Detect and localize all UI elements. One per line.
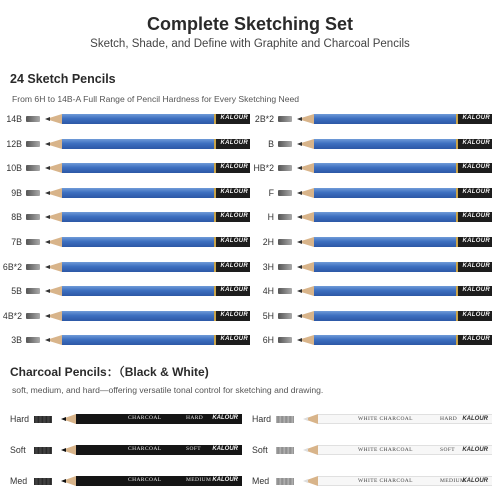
pencil-body: [62, 335, 214, 345]
charcoal-tip: [62, 476, 76, 486]
pencil-tip: [46, 311, 62, 321]
sketch-pencil-row: [0, 260, 250, 274]
pencil-body: [314, 188, 456, 198]
sketch-pencil-row: [248, 284, 492, 298]
shade-swatch: [26, 288, 40, 294]
pencil-brand-label: KALOUR: [462, 188, 490, 195]
pencil-end-cap: [456, 311, 492, 321]
pencil-brand-label: KALOUR: [220, 336, 248, 343]
pencil-body: [62, 114, 214, 124]
pencil-tip: [46, 114, 62, 124]
pencil-end-cap: [214, 139, 250, 149]
charcoal-hardness-label: SOFT: [440, 447, 456, 453]
charcoal-brand-label: KALOUR: [212, 477, 238, 483]
pencil-body: [314, 114, 456, 124]
charcoal-tip: [62, 414, 76, 424]
pencil-tip: [46, 335, 62, 345]
graphite-pencil: [46, 188, 250, 198]
graphite-pencil: [298, 114, 492, 124]
pencil-end-cap: [214, 163, 250, 173]
pencil-grade-label: 7B: [11, 237, 22, 247]
pencil-body: [314, 311, 456, 321]
pencil-body: [314, 212, 456, 222]
pencil-tip: [46, 212, 62, 222]
pencil-lead: [297, 117, 302, 121]
pencil-tip: [298, 114, 314, 124]
sketch-pencil-row: [0, 284, 250, 298]
shade-swatch: [278, 190, 292, 196]
pencil-tip: [46, 262, 62, 272]
pencil-grade-label: 3B: [11, 335, 22, 346]
charcoal-brand-label: KALOUR: [212, 446, 238, 452]
charcoal-lead: [61, 448, 66, 452]
pencil-lead: [297, 265, 302, 269]
pencil-end-cap: [456, 163, 492, 173]
graphite-pencil: [298, 212, 492, 222]
pencil-grade-label: HB*2: [253, 163, 274, 174]
pencil-grade-label: 5B: [11, 286, 22, 297]
sketch-pencil-row: [248, 235, 492, 249]
charcoal-brand-label: KALOUR: [462, 478, 488, 484]
pencil-brand-label: KALOUR: [462, 115, 490, 121]
pencil-tip: [46, 188, 62, 198]
pencil-end-cap: [456, 114, 492, 124]
page-subtitle: Sketch, Shade, and Define with Graphite and Charcoal Pencils: [90, 38, 410, 50]
pencil-end-cap: [456, 335, 492, 345]
white-charcoal-row: [252, 443, 492, 457]
pencil-tip: [298, 237, 314, 247]
charcoal-grade-label: Hard: [252, 414, 272, 424]
sketch-section-title: 24 Sketch Pencils: [10, 72, 116, 86]
black-charcoal-pencil: [76, 414, 242, 424]
graphite-pencil: [298, 237, 492, 247]
graphite-pencil: [46, 262, 250, 272]
pencil-lead: [45, 142, 50, 146]
pencil-lead: [45, 166, 50, 170]
charcoal-lead: [61, 479, 66, 483]
white-charcoal-pencil: [318, 476, 492, 486]
shade-swatch: [26, 313, 40, 319]
pencil-body: [314, 262, 456, 272]
pencil-lead: [45, 117, 50, 121]
pencil-lead: [297, 240, 302, 244]
graphite-pencil: [298, 311, 492, 321]
pencil-body: [62, 286, 214, 296]
sketch-pencil-row: [248, 309, 492, 323]
pencil-grade-label: H: [267, 212, 274, 223]
charcoal-type-label: CHARCOAL: [128, 446, 162, 452]
charcoal-swatch: [34, 447, 52, 454]
pencil-lead: [297, 215, 302, 219]
pencil-grade-label: 10B: [6, 163, 22, 174]
pencil-lead: [45, 314, 50, 318]
shade-swatch: [278, 264, 292, 270]
shade-swatch: [278, 214, 292, 220]
charcoal-section-title: Charcoal Pencils：（Black & White): [10, 365, 209, 379]
charcoal-brand-label: KALOUR: [212, 415, 238, 421]
pencil-brand-label: KALOUR: [462, 336, 490, 343]
graphite-pencil: [46, 335, 250, 345]
black-charcoal-row: [10, 474, 242, 488]
sketch-pencil-row: [0, 235, 250, 249]
pencil-lead: [45, 215, 50, 219]
pencil-tip: [46, 286, 62, 296]
charcoal-brand-label: KALOUR: [462, 447, 488, 453]
pencil-end-cap: [214, 335, 250, 345]
charcoal-hardness-label: HARD: [186, 415, 204, 421]
pencil-brand-label: KALOUR: [220, 164, 248, 171]
pencil-lead: [45, 265, 50, 269]
pencil-end-cap: [214, 188, 250, 198]
sketch-pencil-row: [248, 333, 492, 347]
pencil-tip: [46, 139, 62, 149]
charcoal-grade-label: Soft: [252, 445, 268, 455]
graphite-pencil: [298, 262, 492, 272]
graphite-pencil: [46, 212, 250, 222]
white-charcoal-pencil: [318, 414, 492, 424]
pencil-tip: [298, 139, 314, 149]
pencil-lead: [45, 338, 50, 342]
shade-swatch: [26, 214, 40, 220]
sketch-pencil-row: [248, 186, 492, 200]
pencil-brand-label: KALOUR: [220, 311, 248, 318]
pencil-brand-label: KALOUR: [462, 213, 490, 220]
charcoal-type-label: CHARCOAL: [128, 477, 162, 483]
pencil-grade-label: 2B*2: [254, 114, 274, 124]
sketch-pencil-row: [248, 112, 492, 126]
shade-swatch: [26, 116, 40, 122]
pencil-grade-label: 2H: [262, 237, 274, 247]
sketch-pencil-row: [0, 210, 250, 224]
pencil-grade-label: 9B: [11, 187, 22, 198]
pencil-lead: [297, 289, 302, 293]
shade-swatch: [26, 190, 40, 196]
charcoal-hardness-label: MEDIUM: [186, 477, 212, 483]
graphite-pencil: [298, 335, 492, 345]
pencil-body: [62, 163, 214, 173]
pencil-end-cap: [214, 212, 250, 222]
graphite-pencil: [298, 188, 492, 198]
charcoal-swatch: [276, 478, 294, 485]
charcoal-type-label: CHARCOAL: [128, 415, 162, 421]
pencil-end-cap: [214, 237, 250, 247]
black-charcoal-pencil: [76, 476, 242, 486]
shade-swatch: [278, 116, 292, 122]
white-charcoal-row: [252, 412, 492, 426]
shade-swatch: [278, 141, 292, 147]
charcoal-grade-label: Med: [252, 476, 270, 486]
pencil-grade-label: B: [268, 138, 274, 149]
pencil-tip: [298, 311, 314, 321]
pencil-grade-label: 4B*2: [2, 310, 22, 321]
charcoal-swatch: [276, 416, 294, 423]
charcoal-tip: [304, 445, 318, 455]
pencil-brand-label: KALOUR: [220, 188, 248, 195]
pencil-brand-label: KALOUR: [462, 139, 490, 146]
sketch-pencil-row: [0, 137, 250, 151]
pencil-body: [314, 237, 456, 247]
pencil-end-cap: [456, 262, 492, 272]
pencil-grade-label: 14B: [6, 114, 22, 124]
pencil-tip: [298, 212, 314, 222]
charcoal-hardness-label: HARD: [440, 416, 458, 422]
graphite-pencil: [298, 286, 492, 296]
pencil-end-cap: [214, 262, 250, 272]
graphite-pencil: [46, 139, 250, 149]
shade-swatch: [26, 141, 40, 147]
charcoal-lead: [303, 479, 308, 483]
pencil-lead: [297, 191, 302, 195]
charcoal-swatch: [34, 478, 52, 485]
shade-swatch: [278, 313, 292, 319]
pencil-grade-label: 6B*2: [2, 261, 22, 272]
pencil-end-cap: [456, 286, 492, 296]
black-charcoal-pencil: [76, 445, 242, 455]
graphite-pencil: [298, 163, 492, 173]
sketch-pencil-row: [0, 333, 250, 347]
pencil-grade-label: F: [268, 187, 274, 198]
shade-swatch: [26, 165, 40, 171]
pencil-tip: [298, 262, 314, 272]
charcoal-grade-label: Med: [10, 476, 28, 486]
pencil-body: [62, 212, 214, 222]
pencil-tip: [46, 163, 62, 173]
page-title: Complete Sketching Set: [146, 14, 354, 34]
pencil-body: [62, 237, 214, 247]
pencil-body: [62, 262, 214, 272]
pencil-brand-label: KALOUR: [220, 262, 248, 269]
pencil-brand-label: KALOUR: [220, 139, 248, 146]
charcoal-tip: [304, 476, 318, 486]
charcoal-lead: [303, 417, 308, 421]
pencil-end-cap: [214, 311, 250, 321]
charcoal-tip: [62, 445, 76, 455]
pencil-body: [62, 188, 214, 198]
black-charcoal-row: [10, 412, 242, 426]
charcoal-lead: [303, 448, 308, 452]
pencil-body: [314, 286, 456, 296]
black-charcoal-row: [10, 443, 242, 457]
sketch-pencil-row: [0, 112, 250, 126]
sketch-pencil-row: [248, 161, 492, 175]
sketch-pencil-row: [0, 186, 250, 200]
charcoal-grade-label: Hard: [10, 414, 30, 424]
shade-swatch: [26, 337, 40, 343]
shade-swatch: [278, 288, 292, 294]
charcoal-type-label: WHITE CHARCOAL: [358, 416, 413, 422]
pencil-tip: [298, 335, 314, 345]
pencil-tip: [298, 286, 314, 296]
pencil-brand-label: KALOUR: [462, 287, 490, 294]
shade-swatch: [278, 239, 292, 245]
pencil-end-cap: [456, 139, 492, 149]
graphite-pencil: [46, 114, 250, 124]
graphite-pencil: [46, 311, 250, 321]
pencil-brand-label: KALOUR: [462, 238, 490, 244]
pencil-grade-label: 5H: [262, 310, 274, 321]
sketch-pencil-row: [0, 309, 250, 323]
pencil-body: [62, 139, 214, 149]
charcoal-section-description: soft, medium, and hard—offering versatile tonal control for sketching and drawing.: [12, 385, 324, 395]
pencil-tip: [46, 237, 62, 247]
pencil-brand-label: KALOUR: [462, 262, 490, 269]
pencil-tip: [298, 188, 314, 198]
graphite-pencil: [46, 237, 250, 247]
charcoal-grade-label: Soft: [10, 445, 26, 455]
white-charcoal-row: [252, 474, 492, 488]
shade-swatch: [278, 337, 292, 343]
charcoal-swatch: [34, 416, 52, 423]
shade-swatch: [26, 239, 40, 245]
pencil-end-cap: [456, 188, 492, 198]
pencil-brand-label: KALOUR: [220, 213, 248, 220]
pencil-grade-label: 12B: [6, 138, 22, 149]
sketch-pencil-row: [248, 260, 492, 274]
charcoal-brand-label: KALOUR: [462, 416, 488, 422]
pencil-brand-label: KALOUR: [220, 115, 248, 121]
pencil-brand-label: KALOUR: [462, 311, 490, 318]
pencil-grade-label: 8B: [11, 212, 22, 223]
pencil-lead: [45, 289, 50, 293]
charcoal-type-label: WHITE CHARCOAL: [358, 478, 413, 484]
pencil-grade-label: 3H: [262, 261, 274, 272]
charcoal-lead: [61, 417, 66, 421]
pencil-brand-label: KALOUR: [220, 287, 248, 294]
pencil-lead: [297, 166, 302, 170]
pencil-body: [314, 163, 456, 173]
pencil-brand-label: KALOUR: [220, 238, 248, 244]
pencil-lead: [45, 240, 50, 244]
pencil-grade-label: 6H: [262, 335, 274, 346]
pencil-end-cap: [214, 114, 250, 124]
pencil-lead: [45, 191, 50, 195]
pencil-brand-label: KALOUR: [462, 164, 490, 171]
charcoal-hardness-label: SOFT: [186, 446, 202, 452]
sketch-pencil-row: [0, 161, 250, 175]
white-charcoal-pencil: [318, 445, 492, 455]
graphite-pencil: [298, 139, 492, 149]
pencil-end-cap: [456, 237, 492, 247]
pencil-grade-label: 4H: [262, 286, 274, 297]
charcoal-swatch: [276, 447, 294, 454]
pencil-lead: [297, 314, 302, 318]
shade-swatch: [278, 165, 292, 171]
charcoal-tip: [304, 414, 318, 424]
pencil-lead: [297, 142, 302, 146]
pencil-end-cap: [214, 286, 250, 296]
shade-swatch: [26, 264, 40, 270]
pencil-body: [314, 335, 456, 345]
pencil-lead: [297, 338, 302, 342]
pencil-end-cap: [456, 212, 492, 222]
graphite-pencil: [46, 286, 250, 296]
charcoal-hardness-label: MEDIUM: [440, 478, 466, 484]
sketch-section-description: From 6H to 14B-A Full Range of Pencil Hardness for Every Sketching Need: [12, 94, 300, 104]
graphite-pencil: [46, 163, 250, 173]
pencil-tip: [298, 163, 314, 173]
pencil-body: [62, 311, 214, 321]
sketch-pencil-row: [248, 137, 492, 151]
pencil-body: [314, 139, 456, 149]
charcoal-type-label: WHITE CHARCOAL: [358, 447, 413, 453]
sketch-pencil-row: [248, 210, 492, 224]
